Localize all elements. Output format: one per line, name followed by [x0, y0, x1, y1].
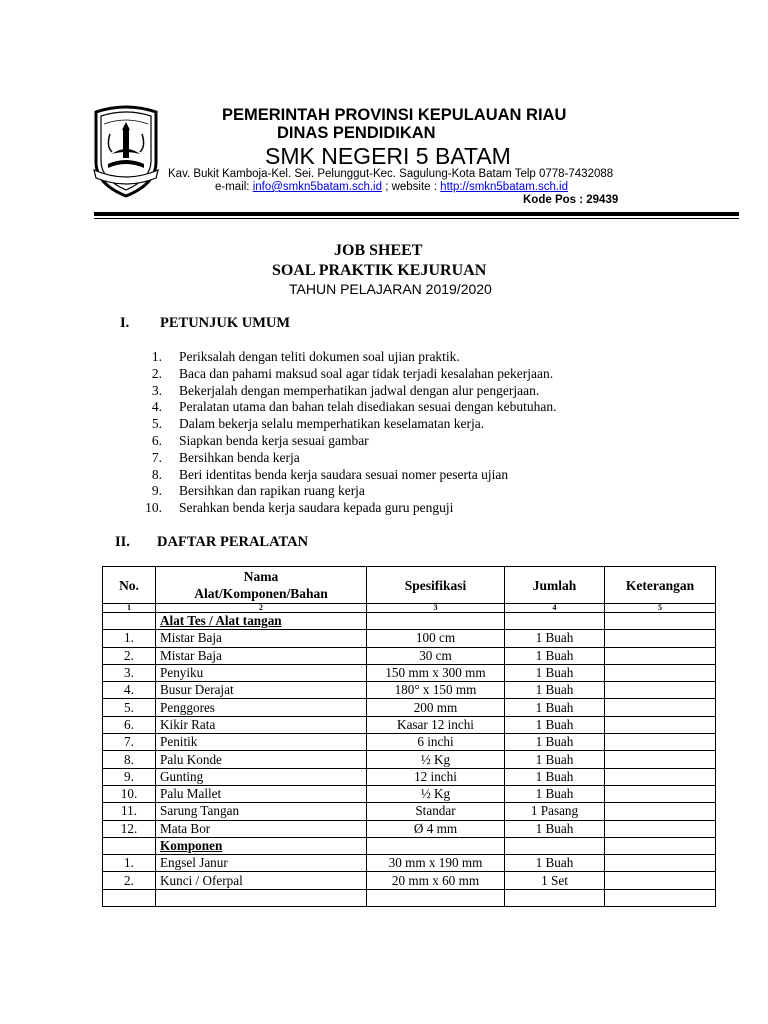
row-number: 12. [103, 820, 156, 837]
table-cell [605, 613, 716, 630]
col-header-spec: Spesifikasi [367, 567, 505, 604]
group-row [103, 613, 716, 630]
item-name: Gunting [156, 768, 367, 785]
item-qty: 1 Buah [505, 785, 605, 802]
item-name: Penitik [156, 734, 367, 751]
item-spec: 180° x 150 mm [367, 682, 505, 699]
item-spec: Kasar 12 inchi [367, 716, 505, 733]
row-number: 9. [103, 768, 156, 785]
row-number: 1. [103, 855, 156, 872]
col-header-qty: Jumlah [505, 567, 605, 604]
header-divider-thick [94, 212, 739, 216]
row-number: 6. [103, 716, 156, 733]
section-heading: PETUNJUK UMUM [160, 315, 291, 331]
department-heading: DINAS PENDIDIKAN [277, 124, 436, 142]
row-number: 11. [103, 803, 156, 820]
item-spec [367, 889, 505, 906]
item-name: Sarung Tangan [156, 803, 367, 820]
table-cell [367, 613, 505, 630]
table-row [103, 664, 716, 681]
item-note [605, 889, 716, 906]
column-index-cell: 2 [156, 604, 367, 613]
item-name [156, 889, 367, 906]
table-cell [505, 613, 605, 630]
item-note [605, 630, 716, 647]
section-number: II. [115, 534, 130, 550]
item-name: Mata Bor [156, 820, 367, 837]
table-row [103, 889, 716, 906]
province-seal-logo [90, 104, 162, 198]
item-note [605, 734, 716, 751]
item-spec: ½ Kg [367, 751, 505, 768]
row-number: 3. [103, 664, 156, 681]
table-row [103, 803, 716, 820]
column-index-cell: 4 [505, 604, 605, 613]
item-note [605, 768, 716, 785]
doc-subtitle: SOAL PRAKTIK KEJURUAN [272, 262, 487, 279]
school-year: TAHUN PELAJARAN 2019/2020 [289, 281, 492, 297]
column-index-row [103, 604, 716, 613]
group-row [103, 837, 716, 854]
row-number [103, 889, 156, 906]
table-row [103, 820, 716, 837]
group-label: Alat Tes / Alat tangan [156, 613, 367, 630]
column-index-cell: 5 [605, 604, 716, 613]
item-spec: 30 cm [367, 647, 505, 664]
item-note [605, 716, 716, 733]
item-qty: 1 Buah [505, 751, 605, 768]
item-spec: 6 inchi [367, 734, 505, 751]
item-qty: 1 Buah [505, 647, 605, 664]
item-qty: 1 Buah [505, 699, 605, 716]
item-qty: 1 Buah [505, 664, 605, 681]
row-number: 8. [103, 751, 156, 768]
item-spec: 12 inchi [367, 768, 505, 785]
item-name: Engsel Janur [156, 855, 367, 872]
col-header-no: No. [103, 567, 156, 604]
item-note [605, 699, 716, 716]
col-header-note: Keterangan [605, 567, 716, 604]
group-label: Komponen [156, 837, 367, 854]
item-spec: Standar [367, 803, 505, 820]
row-number: 2. [103, 647, 156, 664]
table-cell [103, 613, 156, 630]
item-qty [505, 889, 605, 906]
table-row [103, 716, 716, 733]
table-row [103, 734, 716, 751]
item-note [605, 682, 716, 699]
table-cell [367, 837, 505, 854]
item-qty: 1 Buah [505, 734, 605, 751]
item-name: Penggores [156, 699, 367, 716]
item-note [605, 751, 716, 768]
row-number: 10. [103, 785, 156, 802]
item-note [605, 785, 716, 802]
item-qty: 1 Buah [505, 820, 605, 837]
item-qty: 1 Buah [505, 716, 605, 733]
item-name: Palu Mallet [156, 785, 367, 802]
column-index-cell: 3 [367, 604, 505, 613]
col-header-name: Nama Alat/Komponen/Bahan [156, 567, 367, 604]
table-cell [605, 837, 716, 854]
table-row [103, 682, 716, 699]
item-spec: Ø 4 mm [367, 820, 505, 837]
item-qty: 1 Buah [505, 855, 605, 872]
equipment-table [102, 566, 716, 907]
website-link[interactable]: http://smkn5batam.sch.id [440, 181, 569, 193]
item-note [605, 820, 716, 837]
table-header-row [103, 567, 716, 604]
row-number: 7. [103, 734, 156, 751]
item-note [605, 872, 716, 889]
row-number: 4. [103, 682, 156, 699]
table-row [103, 855, 716, 872]
column-index-cell: 1 [103, 604, 156, 613]
school-name: SMK NEGERI 5 BATAM [265, 143, 511, 169]
item-qty: 1 Buah [505, 682, 605, 699]
table-row [103, 768, 716, 785]
item-spec: 100 cm [367, 630, 505, 647]
header-divider-thin [94, 218, 739, 219]
item-spec: 150 mm x 300 mm [367, 664, 505, 681]
item-name: Palu Konde [156, 751, 367, 768]
item-note [605, 803, 716, 820]
item-name: Penyiku [156, 664, 367, 681]
table-row [103, 647, 716, 664]
item-name: Kikir Rata [156, 716, 367, 733]
item-spec: 200 mm [367, 699, 505, 716]
item-spec: ½ Kg [367, 785, 505, 802]
section-number: I. [120, 315, 130, 331]
table-row [103, 872, 716, 889]
row-number: 1. [103, 630, 156, 647]
email-label: e-mail: [215, 181, 253, 193]
table-cell [103, 837, 156, 854]
item-note [605, 664, 716, 681]
item-spec: 20 mm x 60 mm [367, 872, 505, 889]
government-heading: PEMERINTAH PROVINSI KEPULAUAN RIAU [222, 106, 567, 124]
section-heading: DAFTAR PERALATAN [157, 534, 309, 550]
table-row [103, 630, 716, 647]
item-qty: 1 Pasang [505, 803, 605, 820]
item-qty: 1 Buah [505, 630, 605, 647]
doc-title: JOB SHEET [334, 242, 423, 259]
postal-code: Kode Pos : 29439 [523, 194, 619, 206]
contact-line [215, 181, 568, 193]
item-name: Mistar Baja [156, 647, 367, 664]
table-row [103, 785, 716, 802]
item-qty: 1 Set [505, 872, 605, 889]
item-spec: 30 mm x 190 mm [367, 855, 505, 872]
item-name: Kunci / Oferpal [156, 872, 367, 889]
table-cell [505, 837, 605, 854]
item-name: Busur Derajat [156, 682, 367, 699]
item-note [605, 647, 716, 664]
item-name: Mistar Baja [156, 630, 367, 647]
item-note [605, 855, 716, 872]
school-address: Kav. Bukit Kamboja-Kel. Sei. Pelunggut-Kec. Sagulung-Kota Batam Telp 0778-7432088 [168, 168, 614, 180]
row-number: 5. [103, 699, 156, 716]
item-qty: 1 Buah [505, 768, 605, 785]
table-row [103, 699, 716, 716]
table-row [103, 751, 716, 768]
website-label: ; website : [382, 181, 441, 193]
row-number: 2. [103, 872, 156, 889]
email-link[interactable]: info@smkn5batam.sch.id [252, 181, 382, 193]
